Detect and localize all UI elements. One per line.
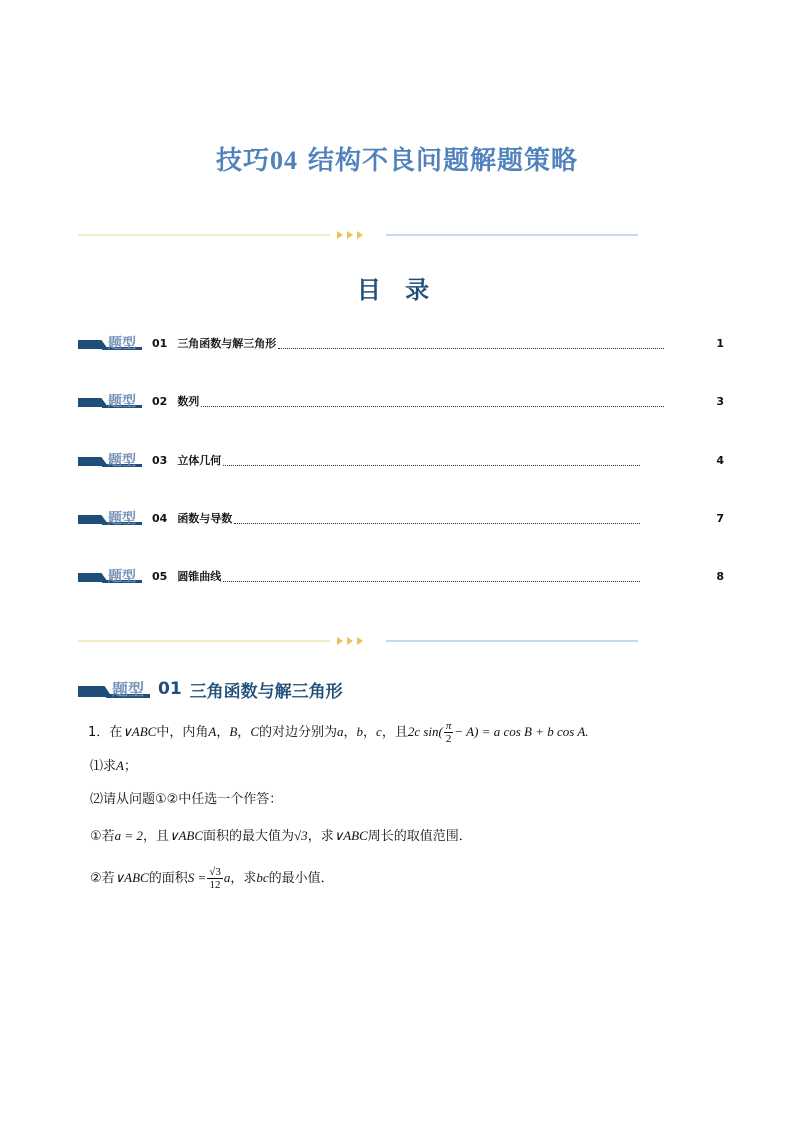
toc-title: 目 录	[356, 276, 438, 304]
option-2: ②若∨ABC的面积S = $\frac{√3}{12}$ a，求bc的最小值．	[90, 866, 334, 891]
toc-text: 圆锥曲线	[177, 570, 222, 583]
toc-number: 03	[152, 453, 168, 467]
arrow-icon	[347, 231, 353, 239]
toc-page: 4	[716, 453, 724, 467]
toc-text: 三角函数与解三角形	[177, 337, 277, 350]
toc-text: 数列	[177, 395, 200, 408]
divider-bottom	[0, 635, 794, 647]
arrow-icon	[357, 231, 363, 239]
type-badge: 题型	[78, 392, 142, 410]
section-number: 01	[158, 679, 182, 699]
toc-item-5[interactable]	[78, 566, 724, 586]
type-badge: 题型	[78, 334, 142, 352]
section-title: 三角函数与解三角形	[189, 681, 343, 702]
toc-page: 8	[716, 569, 724, 583]
fraction: $\frac{\pi}{2}$	[445, 720, 452, 745]
question-1: ⑴求A；	[90, 758, 137, 774]
arrow-icon	[337, 637, 343, 645]
toc-item-1[interactable]	[78, 333, 724, 353]
section-heading	[78, 678, 343, 700]
toc-item-4[interactable]	[78, 508, 724, 528]
toc-page: 3	[716, 394, 724, 408]
type-badge: 题型	[78, 678, 150, 700]
toc-page: 7	[716, 511, 724, 525]
toc-leader	[234, 513, 640, 524]
divider-top	[0, 229, 794, 241]
toc-item-2[interactable]	[78, 391, 724, 411]
type-badge: 题型	[78, 509, 142, 527]
arrow-icon	[337, 231, 343, 239]
toc-number: 02	[152, 394, 168, 408]
toc-leader	[278, 338, 664, 349]
type-badge: 题型	[78, 451, 142, 469]
title-number: 04	[269, 146, 298, 175]
toc-text: 立体几何	[177, 454, 222, 467]
document-title	[0, 140, 794, 177]
arrow-icon	[357, 637, 363, 645]
toc-page: 1	[716, 336, 724, 350]
toc-number: 01	[152, 336, 168, 350]
type-badge: 题型	[78, 567, 142, 585]
toc-number: 04	[152, 511, 168, 525]
option-1: ①若a = 2，且∨ABC面积的最大值为√3，求∨ABC周长的取值范围．	[90, 828, 472, 844]
toc-number: 05	[152, 569, 168, 583]
toc-leader	[201, 396, 664, 407]
toc-leader	[223, 571, 640, 582]
toc-leader	[223, 455, 640, 466]
arrow-icon	[347, 637, 353, 645]
title-prefix: 技巧	[215, 146, 270, 176]
question-2: ⑵请从问题①②中任选一个作答：	[90, 792, 283, 807]
toc-item-3[interactable]	[78, 450, 724, 470]
title-main: 结构不良问题解题策略	[308, 146, 579, 176]
problem-statement: 1．在∨ABC中，内角A，B，C的对边分别为a，b，c，且2c sin( $\frac{\pi}{2}$ − A) = a cos B + b cos A.	[88, 720, 589, 745]
toc-text: 函数与导数	[177, 512, 233, 525]
fraction: $\frac{√3}{12}$	[209, 866, 221, 891]
